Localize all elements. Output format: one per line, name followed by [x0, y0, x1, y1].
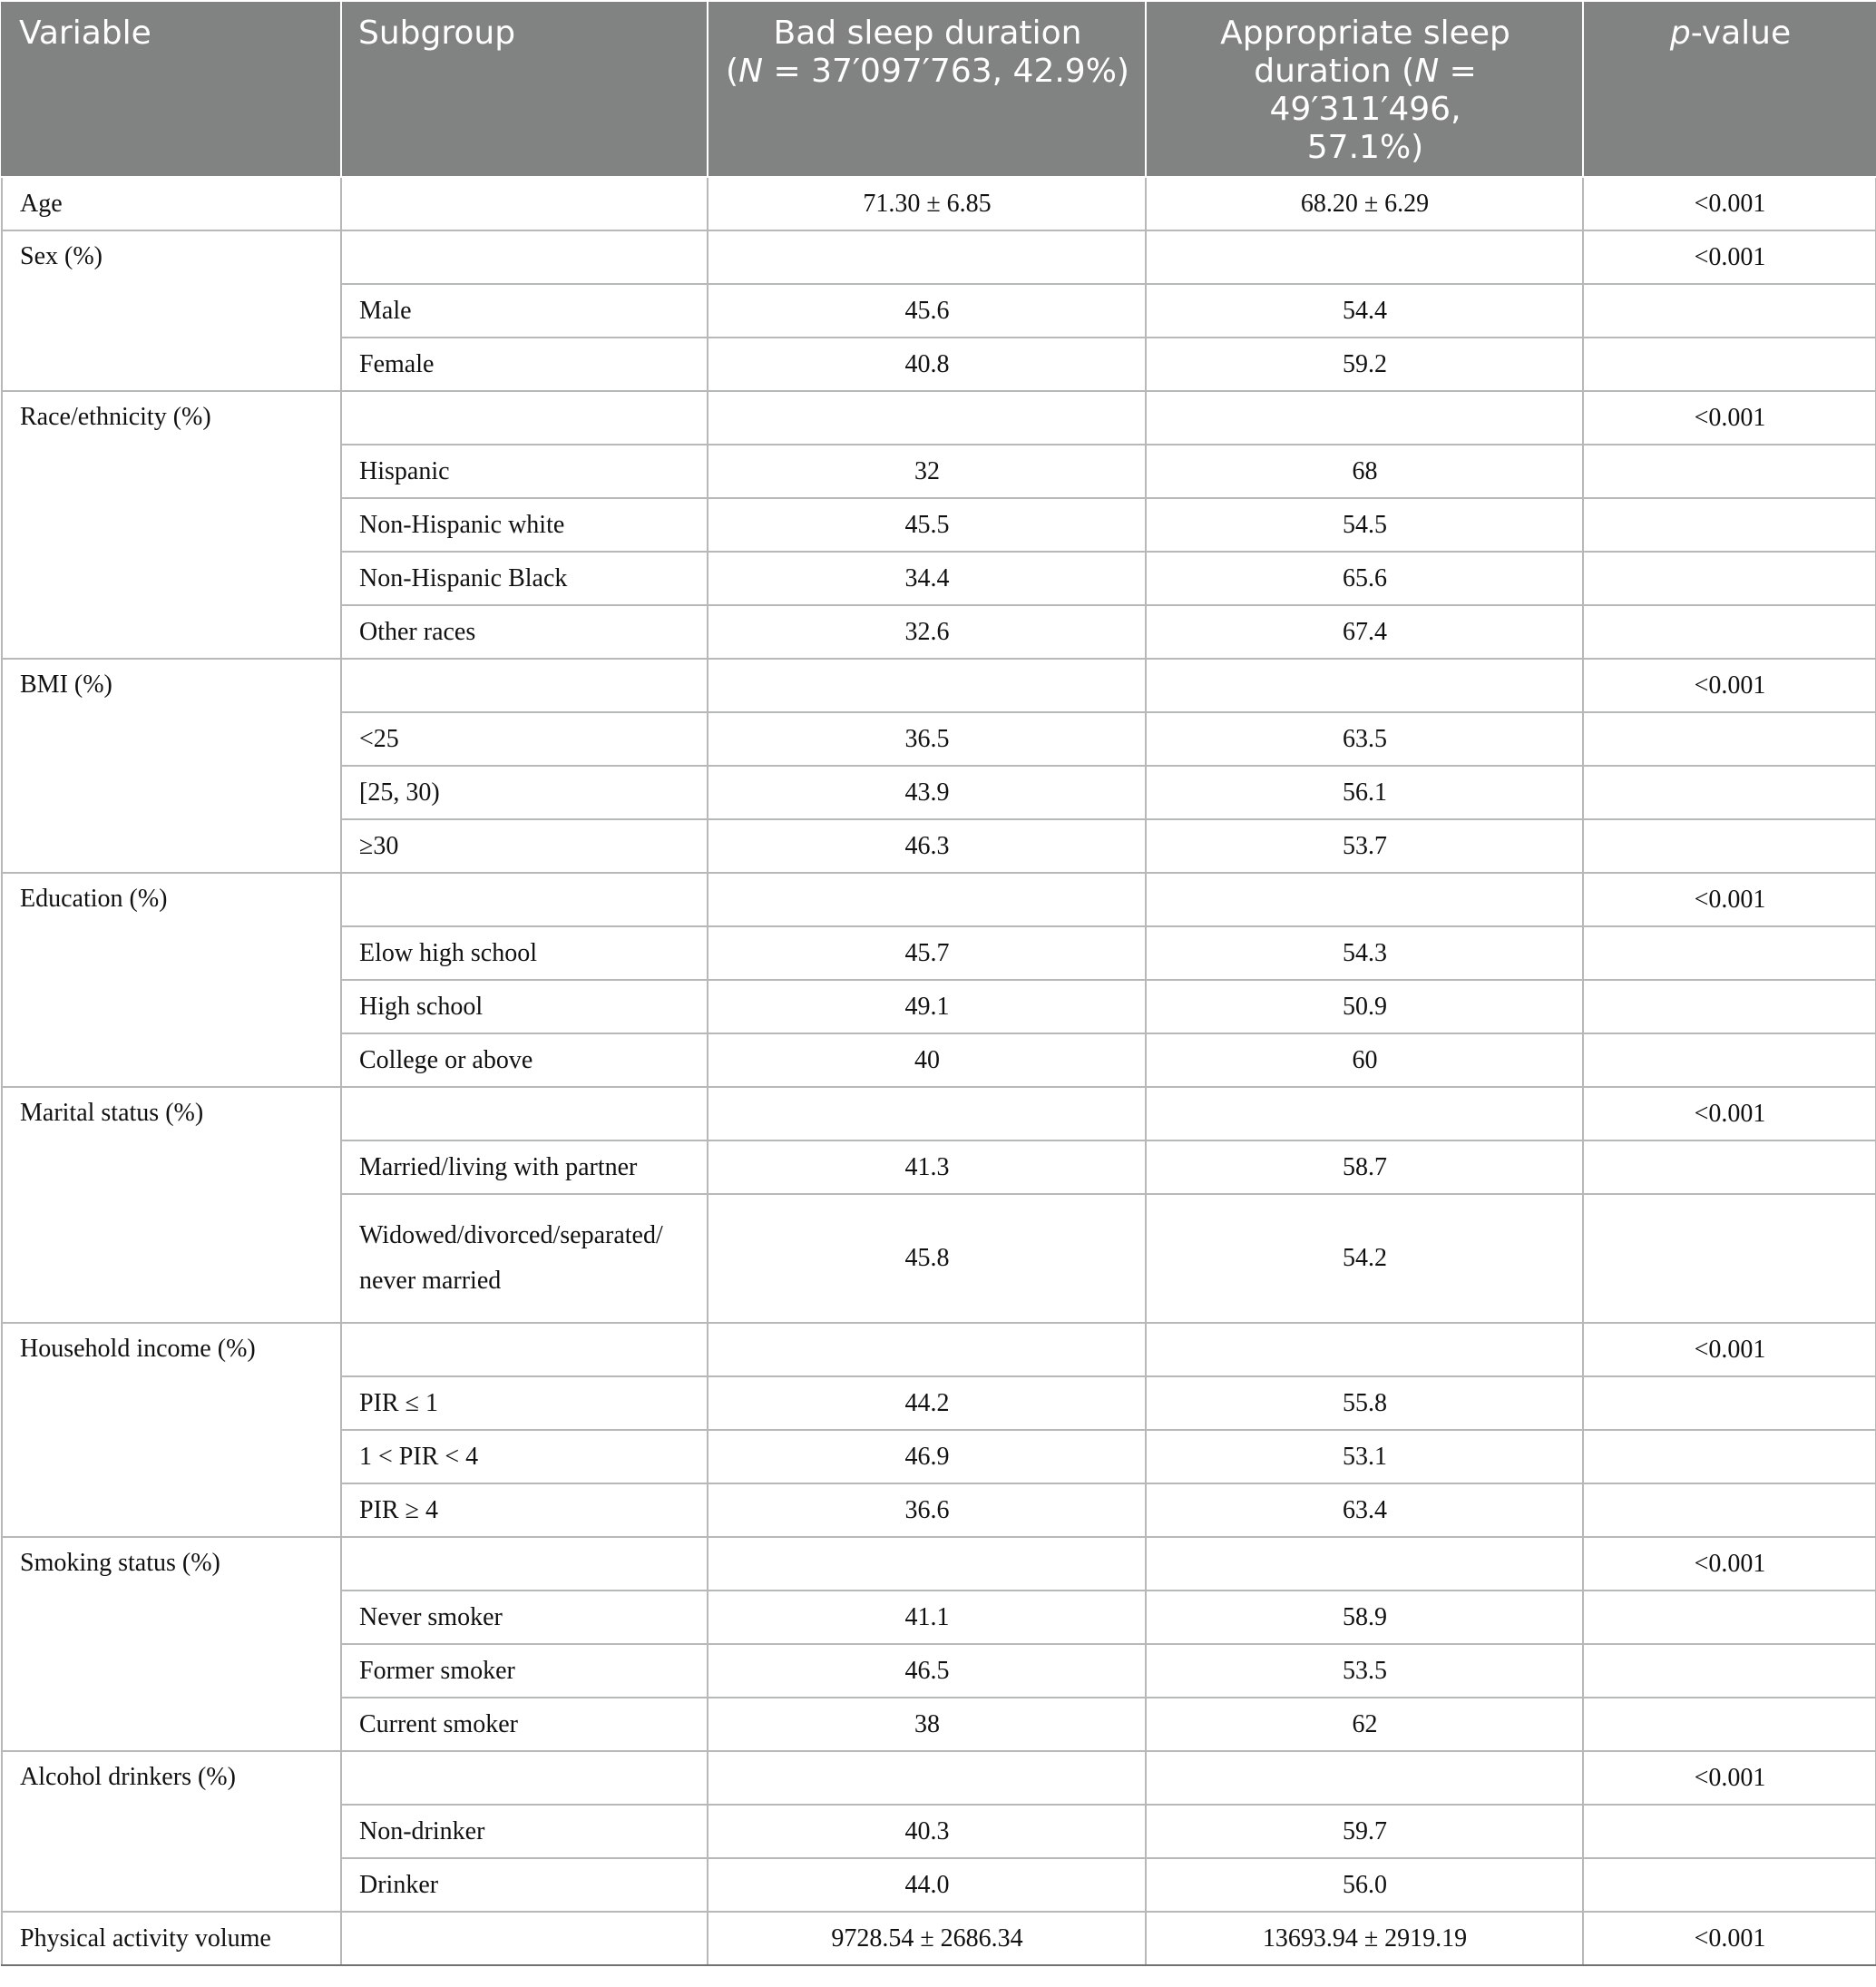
- bad-sleep-value: [708, 659, 1146, 712]
- table-header: [2, 2, 1876, 177]
- bad-sleep-value: 41.1: [708, 1591, 1146, 1644]
- appropriate-sleep-value: 56.0: [1146, 1858, 1583, 1912]
- table-row: [2, 1323, 1876, 1376]
- header-p-rest: -value: [1690, 15, 1792, 52]
- subgroup-label-line1: Widowed/divorced/separated/: [359, 1221, 663, 1249]
- subgroup-label: Non-Hispanic Black: [341, 552, 708, 605]
- bad-sleep-value: 40.3: [708, 1805, 1146, 1858]
- p-value: [1583, 552, 1876, 605]
- subgroup-label: [25, 30): [341, 766, 708, 819]
- p-value: [1583, 1591, 1876, 1644]
- bad-sleep-value: 40: [708, 1033, 1146, 1087]
- table-row: [2, 1087, 1876, 1140]
- subgroup-cell: [341, 1087, 708, 1140]
- appropriate-sleep-value: 54.3: [1146, 926, 1583, 980]
- subgroup-label: PIR ≤ 1: [341, 1376, 708, 1430]
- subgroup-cell: [341, 1751, 708, 1805]
- p-value: [1583, 284, 1876, 338]
- baseline-characteristics-table: [1, 2, 1876, 1966]
- p-value: [1583, 498, 1876, 552]
- table-row: [2, 1912, 1876, 1965]
- variable-label: Physical activity volume: [2, 1912, 341, 1965]
- subgroup-label: Non-drinker: [341, 1805, 708, 1858]
- header-appropriate-sleep-line1: Appropriate sleep: [1220, 15, 1510, 52]
- subgroup-label: [341, 1194, 708, 1323]
- subgroup-label: Female: [341, 338, 708, 391]
- p-value: [1583, 1140, 1876, 1194]
- appropriate-sleep-value: 68.20 ± 6.29: [1146, 177, 1583, 230]
- p-value: [1583, 1033, 1876, 1087]
- appropriate-sleep-value: [1146, 1087, 1583, 1140]
- p-value: [1583, 819, 1876, 873]
- subgroup-label: Drinker: [341, 1858, 708, 1912]
- bad-sleep-value: 9728.54 ± 2686.34: [708, 1912, 1146, 1965]
- appropriate-sleep-value: [1146, 230, 1583, 284]
- p-value: [1583, 766, 1876, 819]
- subgroup-label: PIR ≥ 4: [341, 1483, 708, 1537]
- appropriate-sleep-value: 55.8: [1146, 1376, 1583, 1430]
- table-row: [2, 1537, 1876, 1591]
- bad-sleep-value: 36.6: [708, 1483, 1146, 1537]
- p-value: [1583, 1858, 1876, 1912]
- p-value: [1583, 1698, 1876, 1751]
- header-variable: Variable: [2, 2, 341, 177]
- subgroup-cell: [341, 1537, 708, 1591]
- table-body: [2, 177, 1876, 1965]
- table-row: [2, 1751, 1876, 1805]
- appropriate-sleep-value: 68: [1146, 445, 1583, 498]
- bad-sleep-value: 43.9: [708, 766, 1146, 819]
- p-value: [1583, 1644, 1876, 1698]
- header-p-italic: p: [1669, 15, 1691, 52]
- appropriate-sleep-value: 58.9: [1146, 1591, 1583, 1644]
- variable-label: Education (%): [2, 873, 341, 1087]
- p-value: [1583, 1805, 1876, 1858]
- bad-sleep-value: 46.5: [708, 1644, 1146, 1698]
- appropriate-sleep-value: 54.5: [1146, 498, 1583, 552]
- p-value: [1583, 338, 1876, 391]
- bad-sleep-value: 44.0: [708, 1858, 1146, 1912]
- appropriate-sleep-value: [1146, 1537, 1583, 1591]
- table-row: [2, 391, 1876, 445]
- subgroup-label: <25: [341, 712, 708, 766]
- variable-label: Sex (%): [2, 230, 341, 391]
- p-value: <0.001: [1583, 1751, 1876, 1805]
- p-value: [1583, 605, 1876, 659]
- bad-sleep-value: [708, 1537, 1146, 1591]
- appropriate-sleep-value: [1146, 659, 1583, 712]
- p-value: <0.001: [1583, 1537, 1876, 1591]
- subgroup-label: Current smoker: [341, 1698, 708, 1751]
- bad-sleep-value: [708, 1087, 1146, 1140]
- p-value: <0.001: [1583, 391, 1876, 445]
- bad-sleep-value: 36.5: [708, 712, 1146, 766]
- bad-sleep-value: 45.6: [708, 284, 1146, 338]
- subgroup-label: High school: [341, 980, 708, 1033]
- subgroup-label: ≥30: [341, 819, 708, 873]
- appropriate-sleep-value: 54.4: [1146, 284, 1583, 338]
- p-value: <0.001: [1583, 1912, 1876, 1965]
- bad-sleep-value: 34.4: [708, 552, 1146, 605]
- variable-label: Marital status (%): [2, 1087, 341, 1323]
- appropriate-sleep-value: [1146, 391, 1583, 445]
- appropriate-sleep-value: 50.9: [1146, 980, 1583, 1033]
- appropriate-sleep-value: 63.4: [1146, 1483, 1583, 1537]
- p-value: [1583, 712, 1876, 766]
- bad-sleep-value: 45.5: [708, 498, 1146, 552]
- appropriate-sleep-value: 65.6: [1146, 552, 1583, 605]
- appropriate-sleep-value: 13693.94 ± 2919.19: [1146, 1912, 1583, 1965]
- subgroup-label: 1 < PIR < 4: [341, 1430, 708, 1483]
- header-appropriate-sleep-count: = 49′311′496,: [1269, 53, 1477, 128]
- subgroup-label: College or above: [341, 1033, 708, 1087]
- p-value: [1583, 1483, 1876, 1537]
- bad-sleep-value: [708, 230, 1146, 284]
- table-row: [2, 230, 1876, 284]
- p-value: [1583, 445, 1876, 498]
- header-appropriate-sleep-line2: duration (: [1254, 53, 1415, 90]
- appropriate-sleep-value: [1146, 1751, 1583, 1805]
- subgroup-label-line2: never married: [359, 1267, 502, 1295]
- header-p-value: [1583, 2, 1876, 177]
- variable-label: BMI (%): [2, 659, 341, 873]
- bad-sleep-value: 40.8: [708, 338, 1146, 391]
- bad-sleep-value: 32: [708, 445, 1146, 498]
- bad-sleep-value: 45.8: [708, 1194, 1146, 1323]
- header-row: [2, 2, 1876, 177]
- table-row: [2, 873, 1876, 926]
- appropriate-sleep-value: [1146, 873, 1583, 926]
- appropriate-sleep-value: 67.4: [1146, 605, 1583, 659]
- subgroup-label: Other races: [341, 605, 708, 659]
- appropriate-sleep-value: 53.1: [1146, 1430, 1583, 1483]
- p-value: <0.001: [1583, 873, 1876, 926]
- bad-sleep-value: 32.6: [708, 605, 1146, 659]
- subgroup-cell: [341, 391, 708, 445]
- header-bad-sleep-n: N: [738, 53, 764, 90]
- variable-label: Age: [2, 177, 341, 230]
- appropriate-sleep-value: 53.7: [1146, 819, 1583, 873]
- variable-label: Race/ethnicity (%): [2, 391, 341, 659]
- subgroup-cell: [341, 177, 708, 230]
- appropriate-sleep-value: 53.5: [1146, 1644, 1583, 1698]
- variable-label: Alcohol drinkers (%): [2, 1751, 341, 1912]
- bad-sleep-value: [708, 1751, 1146, 1805]
- p-value: <0.001: [1583, 1323, 1876, 1376]
- subgroup-cell: [341, 873, 708, 926]
- bad-sleep-value: 46.9: [708, 1430, 1146, 1483]
- header-bad-sleep-line1: Bad sleep duration: [773, 15, 1082, 52]
- p-value: <0.001: [1583, 177, 1876, 230]
- appropriate-sleep-value: 58.7: [1146, 1140, 1583, 1194]
- header-appropriate-sleep-n: N: [1414, 53, 1440, 90]
- p-value: <0.001: [1583, 1087, 1876, 1140]
- subgroup-label: Married/living with partner: [341, 1140, 708, 1194]
- bad-sleep-value: 71.30 ± 6.85: [708, 177, 1146, 230]
- subgroup-cell: [341, 230, 708, 284]
- subgroup-label: Hispanic: [341, 445, 708, 498]
- bad-sleep-value: 38: [708, 1698, 1146, 1751]
- p-value: [1583, 1430, 1876, 1483]
- subgroup-label: Former smoker: [341, 1644, 708, 1698]
- header-bad-sleep-count: = 37′097′763, 42.9%): [763, 53, 1129, 90]
- bad-sleep-value: [708, 873, 1146, 926]
- bad-sleep-value: 49.1: [708, 980, 1146, 1033]
- bad-sleep-value: [708, 1323, 1146, 1376]
- header-bad-sleep: [708, 2, 1146, 177]
- appropriate-sleep-value: 54.2: [1146, 1194, 1583, 1323]
- p-value: <0.001: [1583, 230, 1876, 284]
- variable-label: Smoking status (%): [2, 1537, 341, 1751]
- appropriate-sleep-value: 59.7: [1146, 1805, 1583, 1858]
- table-row: [2, 177, 1876, 230]
- p-value: [1583, 1376, 1876, 1430]
- bad-sleep-value: [708, 391, 1146, 445]
- bad-sleep-value: 46.3: [708, 819, 1146, 873]
- p-value: [1583, 980, 1876, 1033]
- header-appropriate-sleep-line3: 57.1%): [1306, 129, 1424, 166]
- variable-label: Household income (%): [2, 1323, 341, 1537]
- subgroup-label: Elow high school: [341, 926, 708, 980]
- subgroup-label: Male: [341, 284, 708, 338]
- subgroup-cell: [341, 1912, 708, 1965]
- p-value: <0.001: [1583, 659, 1876, 712]
- table-row: [2, 659, 1876, 712]
- subgroup-label: Non-Hispanic white: [341, 498, 708, 552]
- appropriate-sleep-value: 62: [1146, 1698, 1583, 1751]
- bad-sleep-value: 45.7: [708, 926, 1146, 980]
- bad-sleep-value: 44.2: [708, 1376, 1146, 1430]
- appropriate-sleep-value: 63.5: [1146, 712, 1583, 766]
- subgroup-cell: [341, 1323, 708, 1376]
- header-bad-sleep-paren: (: [726, 53, 739, 90]
- appropriate-sleep-value: 59.2: [1146, 338, 1583, 391]
- subgroup-label: Never smoker: [341, 1591, 708, 1644]
- appropriate-sleep-value: 56.1: [1146, 766, 1583, 819]
- header-subgroup: Subgroup: [341, 2, 708, 177]
- bad-sleep-value: 41.3: [708, 1140, 1146, 1194]
- header-appropriate-sleep: [1146, 2, 1583, 177]
- appropriate-sleep-value: [1146, 1323, 1583, 1376]
- appropriate-sleep-value: 60: [1146, 1033, 1583, 1087]
- p-value: [1583, 1194, 1876, 1323]
- p-value: [1583, 926, 1876, 980]
- subgroup-cell: [341, 659, 708, 712]
